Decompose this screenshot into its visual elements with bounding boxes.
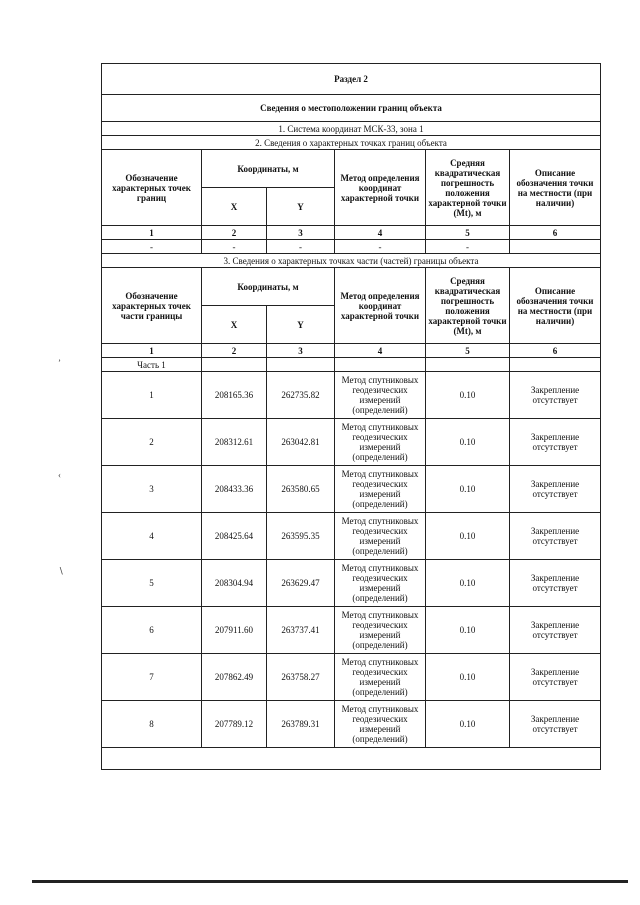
empty-cell: [510, 240, 601, 254]
point-number: 8: [102, 701, 202, 748]
col-number: 2: [202, 344, 267, 358]
coord-y: 263580.65: [267, 466, 335, 513]
point-number: 3: [102, 466, 202, 513]
error-cell: 0.10: [426, 560, 510, 607]
point-number: 5: [102, 560, 202, 607]
coord-x: 207789.12: [202, 701, 267, 748]
coord-x: 208312.61: [202, 419, 267, 466]
point-number: 7: [102, 654, 202, 701]
empty-cell: -: [335, 240, 426, 254]
error-cell: 0.10: [426, 419, 510, 466]
method-cell: Метод спутниковых геодезических измерений (определений): [335, 466, 426, 513]
empty-cell: [102, 748, 601, 770]
header-description: Описание обозначения точки на местности (при наличии): [510, 268, 601, 344]
coord-y: 263758.27: [267, 654, 335, 701]
header-x: X: [202, 188, 267, 226]
coord-x: 208433.36: [202, 466, 267, 513]
description-cell: Закрепление отсутствует: [510, 513, 601, 560]
col-number: 5: [426, 226, 510, 240]
description-cell: Закрепление отсутствует: [510, 654, 601, 701]
section3-heading: 3. Сведения о характерных точках части (частей) границы объекта: [102, 254, 601, 268]
header-point-name-part: Обозначение характерных точек части границы: [102, 268, 202, 344]
description-cell: Закрепление отсутствует: [510, 372, 601, 419]
coord-y: 263737.41: [267, 607, 335, 654]
col-number: 4: [335, 226, 426, 240]
scan-mark: ∖: [58, 566, 64, 576]
empty-cell: [510, 358, 601, 372]
col-number: 3: [267, 226, 335, 240]
description-cell: Закрепление отсутствует: [510, 560, 601, 607]
header-method: Метод определения координат характерной точки: [335, 268, 426, 344]
empty-cell: -: [426, 240, 510, 254]
col-number: 6: [510, 226, 601, 240]
col-number: 4: [335, 344, 426, 358]
error-cell: 0.10: [426, 372, 510, 419]
empty-cell: [335, 358, 426, 372]
header-y: Y: [267, 188, 335, 226]
description-cell: Закрепление отсутствует: [510, 701, 601, 748]
coord-x: 208425.64: [202, 513, 267, 560]
table-row: [102, 701, 601, 748]
empty-cell: -: [202, 240, 267, 254]
method-cell: Метод спутниковых геодезических измерений (определений): [335, 372, 426, 419]
empty-cell: [202, 358, 267, 372]
col-number: 6: [510, 344, 601, 358]
empty-cell: [426, 358, 510, 372]
coord-x: 208165.36: [202, 372, 267, 419]
scan-mark: ’: [58, 358, 61, 368]
error-cell: 0.10: [426, 466, 510, 513]
coord-y: 263789.31: [267, 701, 335, 748]
header-point-name: Обозначение характерных точек границ: [102, 150, 202, 226]
table-row: [102, 607, 601, 654]
scan-mark: ‹: [58, 470, 61, 480]
empty-cell: -: [102, 240, 202, 254]
header-coords: Координаты, м: [202, 150, 335, 188]
coord-x: 207862.49: [202, 654, 267, 701]
method-cell: Метод спутниковых геодезических измерений (определений): [335, 513, 426, 560]
header-x: X: [202, 306, 267, 344]
coord-x: 208304.94: [202, 560, 267, 607]
coord-y: 262735.82: [267, 372, 335, 419]
table-row: [102, 513, 601, 560]
coord-system-row: 1. Система координат МСК-33, зона 1: [102, 122, 601, 136]
description-cell: Закрепление отсутствует: [510, 419, 601, 466]
header-error: Средняя квадратическая погрешность положения характерной точки (Mt), м: [426, 150, 510, 226]
error-cell: 0.10: [426, 513, 510, 560]
header-method: Метод определения координат характерной точки: [335, 150, 426, 226]
coord-y: 263042.81: [267, 419, 335, 466]
point-number: 4: [102, 513, 202, 560]
column-numbers-row: [102, 226, 601, 240]
document-title: Сведения о местоположении границ объекта: [102, 95, 601, 122]
boundary-table: [101, 63, 601, 770]
empty-cell: -: [267, 240, 335, 254]
description-cell: Закрепление отсутствует: [510, 607, 601, 654]
coord-y: 263595.35: [267, 513, 335, 560]
section2-heading: 2. Сведения о характерных точках границ объекта: [102, 136, 601, 150]
table-row: [102, 560, 601, 607]
col-number: 1: [102, 226, 202, 240]
col-number: 1: [102, 344, 202, 358]
table-row: [102, 419, 601, 466]
description-cell: Закрепление отсутствует: [510, 466, 601, 513]
method-cell: Метод спутниковых геодезических измерений (определений): [335, 560, 426, 607]
empty-row: [102, 240, 601, 254]
col-number: 3: [267, 344, 335, 358]
col-number: 5: [426, 344, 510, 358]
page-bottom-rule: [32, 880, 628, 883]
method-cell: Метод спутниковых геодезических измерений (определений): [335, 701, 426, 748]
method-cell: Метод спутниковых геодезических измерений (определений): [335, 607, 426, 654]
method-cell: Метод спутниковых геодезических измерений (определений): [335, 419, 426, 466]
method-cell: Метод спутниковых геодезических измерений (определений): [335, 654, 426, 701]
trailing-empty-row: [102, 748, 601, 770]
point-number: 6: [102, 607, 202, 654]
coord-y: 263629.47: [267, 560, 335, 607]
error-cell: 0.10: [426, 607, 510, 654]
error-cell: 0.10: [426, 654, 510, 701]
table-row: [102, 654, 601, 701]
coord-x: 207911.60: [202, 607, 267, 654]
header-description: Описание обозначения точки на местности (при наличии): [510, 150, 601, 226]
section-heading: Раздел 2: [102, 64, 601, 95]
col-number: 2: [202, 226, 267, 240]
error-cell: 0.10: [426, 701, 510, 748]
table-row: [102, 372, 601, 419]
empty-cell: [267, 358, 335, 372]
header-error: Средняя квадратическая погрешность положения характерной точки (Mt), м: [426, 268, 510, 344]
point-number: 2: [102, 419, 202, 466]
table-row: [102, 466, 601, 513]
header-y: Y: [267, 306, 335, 344]
point-number: 1: [102, 372, 202, 419]
header-coords: Координаты, м: [202, 268, 335, 306]
column-numbers-row: [102, 344, 601, 358]
part-label: Часть 1: [102, 358, 202, 372]
